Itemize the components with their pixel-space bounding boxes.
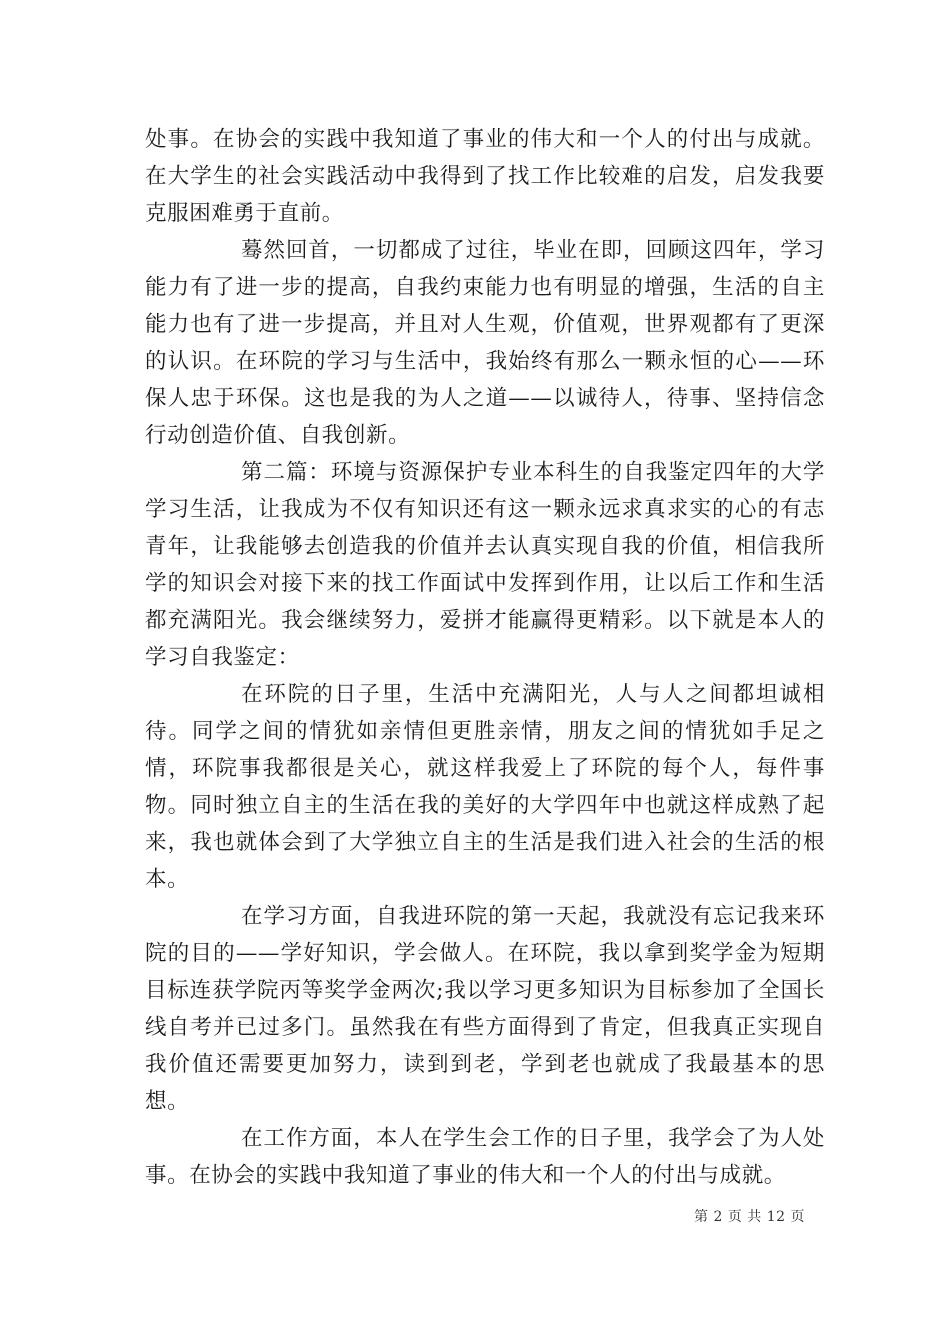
paragraph-6: 在工作方面，本人在学生会工作的日子里，我学会了为人处事。在协会的实践中我知道了事业的伟大和一个人的付出与成就。 <box>145 1126 825 1188</box>
paragraph-5: 在学习方面，自我进环院的第一天起，我就没有忘记我来环院的目的——学好知识，学会做人。在环院，我以拿到奖学金为短期目标连获学院丙等奖学金两次;我以学习更多知识为目标参加了全国长线自考并已过多门。虽然我在有些方面得到了肯定，但我真正实现自我价值还需要更加努力，读到到老，学到老也就成了我最基本的思想。 <box>145 904 825 1114</box>
paragraph-3: 第二篇：环境与资源保护专业本科生的自我鉴定四年的大学学习生活，让我成为不仅有知识还有这一颗永远求真求实的心的有志青年，让我能够去创造我的价值并去认真实现自我的价值，相信我所学的知识会对接下来的找工作面试中发挥到作用，让以后工作和生活都充满阳光。我会继续努力，爱拼才能赢得更精彩。以下就是本人的学习自我鉴定： <box>145 460 825 670</box>
document-body <box>145 121 825 1194</box>
paragraph-4: 在环院的日子里，生活中充满阳光，人与人之间都坦诚相待。同学之间的情犹如亲情但更胜亲情，朋友之间的情犹如手足之情，环院事我都很是关心，就这样我爱上了环院的每个人，每件事物。同时独立自主的生活在我的美好的大学四年中也就这样成熟了起来，我也就体会到了大学独立自主的生活是我们进入社会的生活的根本。 <box>145 682 825 892</box>
page-number-footer: 第 2 页 共 12 页 <box>694 1209 805 1225</box>
paragraph-2: 蓦然回首，一切都成了过往，毕业在即，回顾这四年，学习能力有了进一步的提高，自我约束能力也有明显的增强，生活的自主能力也有了进一步提高，并且对人生观，价值观，世界观都有了更深的认识。在环院的学习与生活中，我始终有那么一颗永恒的心——环保人忠于环保。这也是我的为人之道——以诚待人，待事、坚持信念行动创造价值、自我创新。 <box>145 238 825 448</box>
paragraph-1: 处事。在协会的实践中我知道了事业的伟大和一个人的付出与成就。在大学生的社会实践活动中我得到了找工作比较难的启发，启发我要克服困难勇于直前。 <box>145 127 825 226</box>
